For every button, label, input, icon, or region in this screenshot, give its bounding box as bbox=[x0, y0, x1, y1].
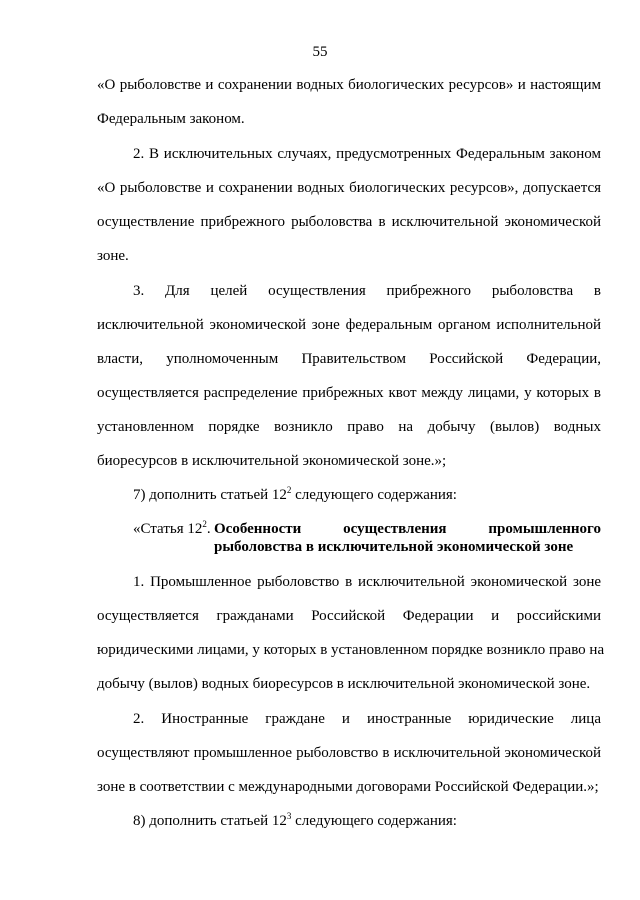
text-line: исключительной экономической зоне федеральным органом исполнительной bbox=[97, 317, 601, 333]
text-run: следующего содержания: bbox=[291, 487, 457, 503]
article-title-line-1: Особенности осуществления промышленного bbox=[214, 521, 601, 537]
text-run: «Статья 12 bbox=[133, 521, 203, 537]
text-line: зоне. bbox=[97, 248, 129, 264]
text-line: осуществляют промышленное рыболовство в исключительной экономической bbox=[97, 745, 601, 761]
superscript: 3 bbox=[286, 811, 292, 821]
text-line: осуществляется распределение прибрежных квот между лицами, у которых в bbox=[97, 385, 601, 401]
text-line: 1. Промышленное рыболовство в исключительной экономической зоне bbox=[133, 574, 601, 590]
text-line: 2. В исключительных случаях, предусмотренных Федеральным законом bbox=[133, 146, 601, 162]
text-line: зоне в соответствии с международными договорами Российской Федерации.»; bbox=[97, 779, 599, 795]
text-line: юридическими лицами, у которых в установленном порядке возникло право на bbox=[97, 642, 605, 658]
text-line: 2. Иностранные граждане и иностранные юридические лица bbox=[133, 711, 601, 727]
text-line: установленном порядке возникло право на добычу (вылов) водных bbox=[97, 419, 601, 435]
superscript: 2 bbox=[202, 519, 207, 529]
superscript: 2 bbox=[286, 485, 292, 495]
article-heading-continuation bbox=[97, 537, 601, 557]
text-line: Федеральным законом. bbox=[97, 111, 245, 127]
text-line: 3. Для целей осуществления прибрежного рыболовства в bbox=[133, 283, 601, 299]
text-run: . bbox=[206, 521, 211, 537]
text-run: следующего содержания: bbox=[291, 813, 457, 829]
text-run: 7) дополнить статьей 12 bbox=[133, 487, 287, 503]
page-number: 55 bbox=[312, 44, 328, 60]
text-line bbox=[97, 485, 601, 505]
text-line: власти, уполномоченным Правительством Российской Федерации, bbox=[97, 351, 601, 367]
text-line bbox=[97, 811, 601, 831]
text-line: биоресурсов в исключительной экономической зоне.»; bbox=[97, 453, 447, 469]
article-number bbox=[133, 519, 211, 539]
text-line: осуществляется гражданами Российской Федерации и российскими bbox=[97, 608, 601, 624]
text-line: «О рыболовстве и сохранении водных биологических ресурсов» и настоящим bbox=[97, 77, 601, 93]
text-line: «О рыболовстве и сохранении водных биологических ресурсов», допускается bbox=[97, 180, 601, 196]
article-heading bbox=[97, 519, 601, 539]
text-line: добычу (вылов) водных биоресурсов в исключительной экономической зоне. bbox=[97, 676, 591, 692]
text-line: осуществление прибрежного рыболовства в исключительной экономической bbox=[97, 214, 601, 230]
text-run: 8) дополнить статьей 12 bbox=[133, 813, 287, 829]
article-title-line-2: рыболовства в исключительной экономической зоне bbox=[214, 539, 574, 555]
